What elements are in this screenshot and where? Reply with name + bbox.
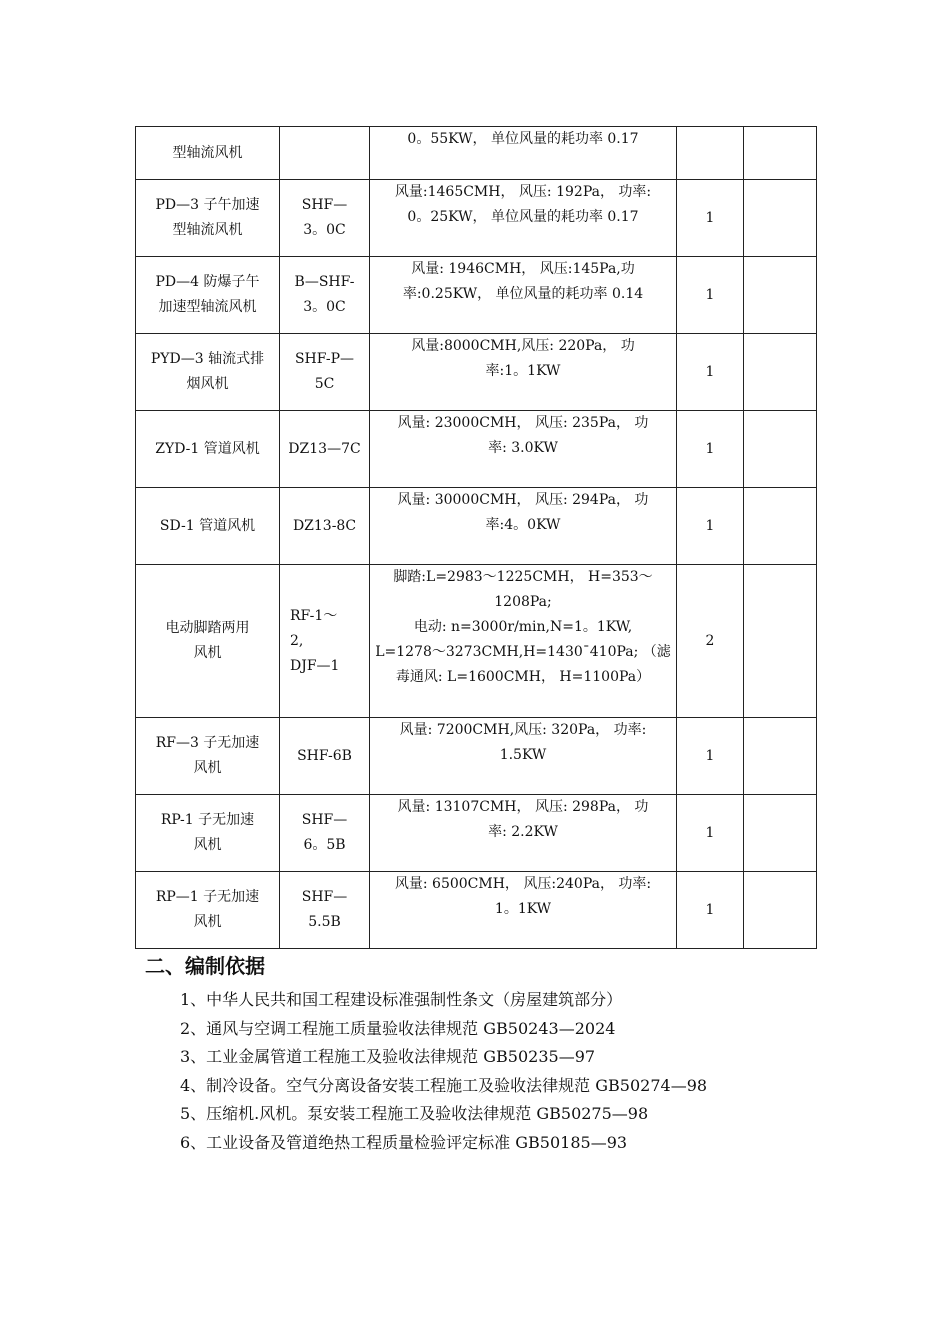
equipment-params: 风量: 6500CMH， 风压:240Pa， 功率: 1。1KW — [370, 872, 677, 949]
section-heading: 二、编制依据 — [145, 954, 265, 978]
equipment-note — [744, 488, 817, 565]
equipment-model: DZ13-8C — [280, 488, 370, 565]
list-item: 3、工业金属管道工程施工及验收法律规范 GB50235—97 — [180, 1047, 596, 1066]
equipment-qty: 1 — [677, 257, 744, 334]
equipment-note — [744, 127, 817, 180]
equipment-model: SHF-P— 5C — [280, 334, 370, 411]
equipment-note — [744, 718, 817, 795]
equipment-qty: 1 — [677, 334, 744, 411]
equipment-params: 风量: 23000CMH， 风压: 235Pa， 功 率: 3.0KW — [370, 411, 677, 488]
table-row — [136, 565, 817, 718]
equipment-model: SHF— 5.5B — [280, 872, 370, 949]
equipment-model: DZ13—7C — [280, 411, 370, 488]
list-item: 6、工业设备及管道绝热工程质量检验评定标准 GB50185—93 — [180, 1132, 628, 1152]
equipment-params: 风量: 13107CMH， 风压: 298Pa， 功 率: 2.2KW — [370, 795, 677, 872]
list-item: 2、通风与空调工程施工质量验收法律规范 GB50243—2024 — [180, 1018, 616, 1038]
equipment-note — [744, 411, 817, 488]
equipment-qty: 1 — [677, 411, 744, 488]
equipment-name: PD—3 子午加速 型轴流风机 — [136, 180, 280, 257]
equipment-qty — [677, 127, 744, 180]
equipment-name: RP-1 子无加速 风机 — [136, 795, 280, 872]
equipment-note — [744, 180, 817, 257]
equipment-model — [280, 127, 370, 180]
equipment-table — [135, 126, 817, 949]
list-item: 4、制冷设备。空气分离设备安装工程施工及验收法律规范 GB50274—98 — [180, 1075, 708, 1095]
reference-list — [180, 986, 820, 1157]
equipment-name: SD-1 管道风机 — [136, 488, 280, 565]
table-row — [136, 127, 817, 180]
equipment-name: ZYD-1 管道风机 — [136, 411, 280, 488]
equipment-qty: 1 — [677, 180, 744, 257]
equipment-note — [744, 872, 817, 949]
table-row — [136, 334, 817, 411]
equipment-params: 风量:1465CMH， 风压: 192Pa， 功率: 0。25KW， 单位风量的耗功率 0.17 — [370, 180, 677, 257]
equipment-qty: 1 — [677, 872, 744, 949]
table-row — [136, 411, 817, 488]
list-item: 1、中华人民共和国工程建设标准强制性条文（房屋建筑部分） — [180, 990, 623, 1009]
equipment-note — [744, 565, 817, 718]
equipment-qty: 1 — [677, 718, 744, 795]
table-row — [136, 872, 817, 949]
equipment-params: 风量: 1946CMH， 风压:145Pa,功 率:0.25KW， 单位风量的耗功率 0.14 — [370, 257, 677, 334]
equipment-params: 脚踏:L=2983～1225CMH， H=353～ 1208Pa; 电动: n=3000r/min,N=1。1KW, L=1278～3273CMH,H=1430¯410Pa; （滤 毒通风: L=1600CMH， H=1100Pa） — [370, 565, 677, 718]
equipment-name: RP—1 子无加速 风机 — [136, 872, 280, 949]
equipment-note — [744, 795, 817, 872]
equipment-name: PD—4 防爆子午 加速型轴流风机 — [136, 257, 280, 334]
table-row — [136, 180, 817, 257]
equipment-params: 0。55KW， 单位风量的耗功率 0.17 — [370, 127, 677, 180]
equipment-note — [744, 257, 817, 334]
equipment-model: B—SHF- 3。0C — [280, 257, 370, 334]
equipment-params: 风量: 7200CMH,风压: 320Pa， 功率: 1.5KW — [370, 718, 677, 795]
table-row — [136, 795, 817, 872]
equipment-model: RF-1～ 2, DJF—1 — [280, 565, 370, 718]
equipment-model: SHF— 3。0C — [280, 180, 370, 257]
equipment-qty: 1 — [677, 795, 744, 872]
equipment-model: SHF— 6。5B — [280, 795, 370, 872]
list-item: 5、压缩机.风机。泵安装工程施工及验收法律规范 GB50275—98 — [180, 1104, 649, 1123]
equipment-qty: 1 — [677, 488, 744, 565]
table-row — [136, 257, 817, 334]
equipment-name: RF—3 子无加速 风机 — [136, 718, 280, 795]
equipment-qty: 2 — [677, 565, 744, 718]
equipment-note — [744, 334, 817, 411]
equipment-name: 电动脚踏两用 风机 — [136, 565, 280, 718]
table-row — [136, 718, 817, 795]
table-row — [136, 488, 817, 565]
equipment-model: SHF-6B — [280, 718, 370, 795]
equipment-name: PYD—3 轴流式排 烟风机 — [136, 334, 280, 411]
equipment-params: 风量: 30000CMH， 风压: 294Pa， 功 率:4。0KW — [370, 488, 677, 565]
equipment-name: 型轴流风机 — [136, 127, 280, 180]
equipment-params: 风量:8000CMH,风压: 220Pa， 功 率:1。1KW — [370, 334, 677, 411]
